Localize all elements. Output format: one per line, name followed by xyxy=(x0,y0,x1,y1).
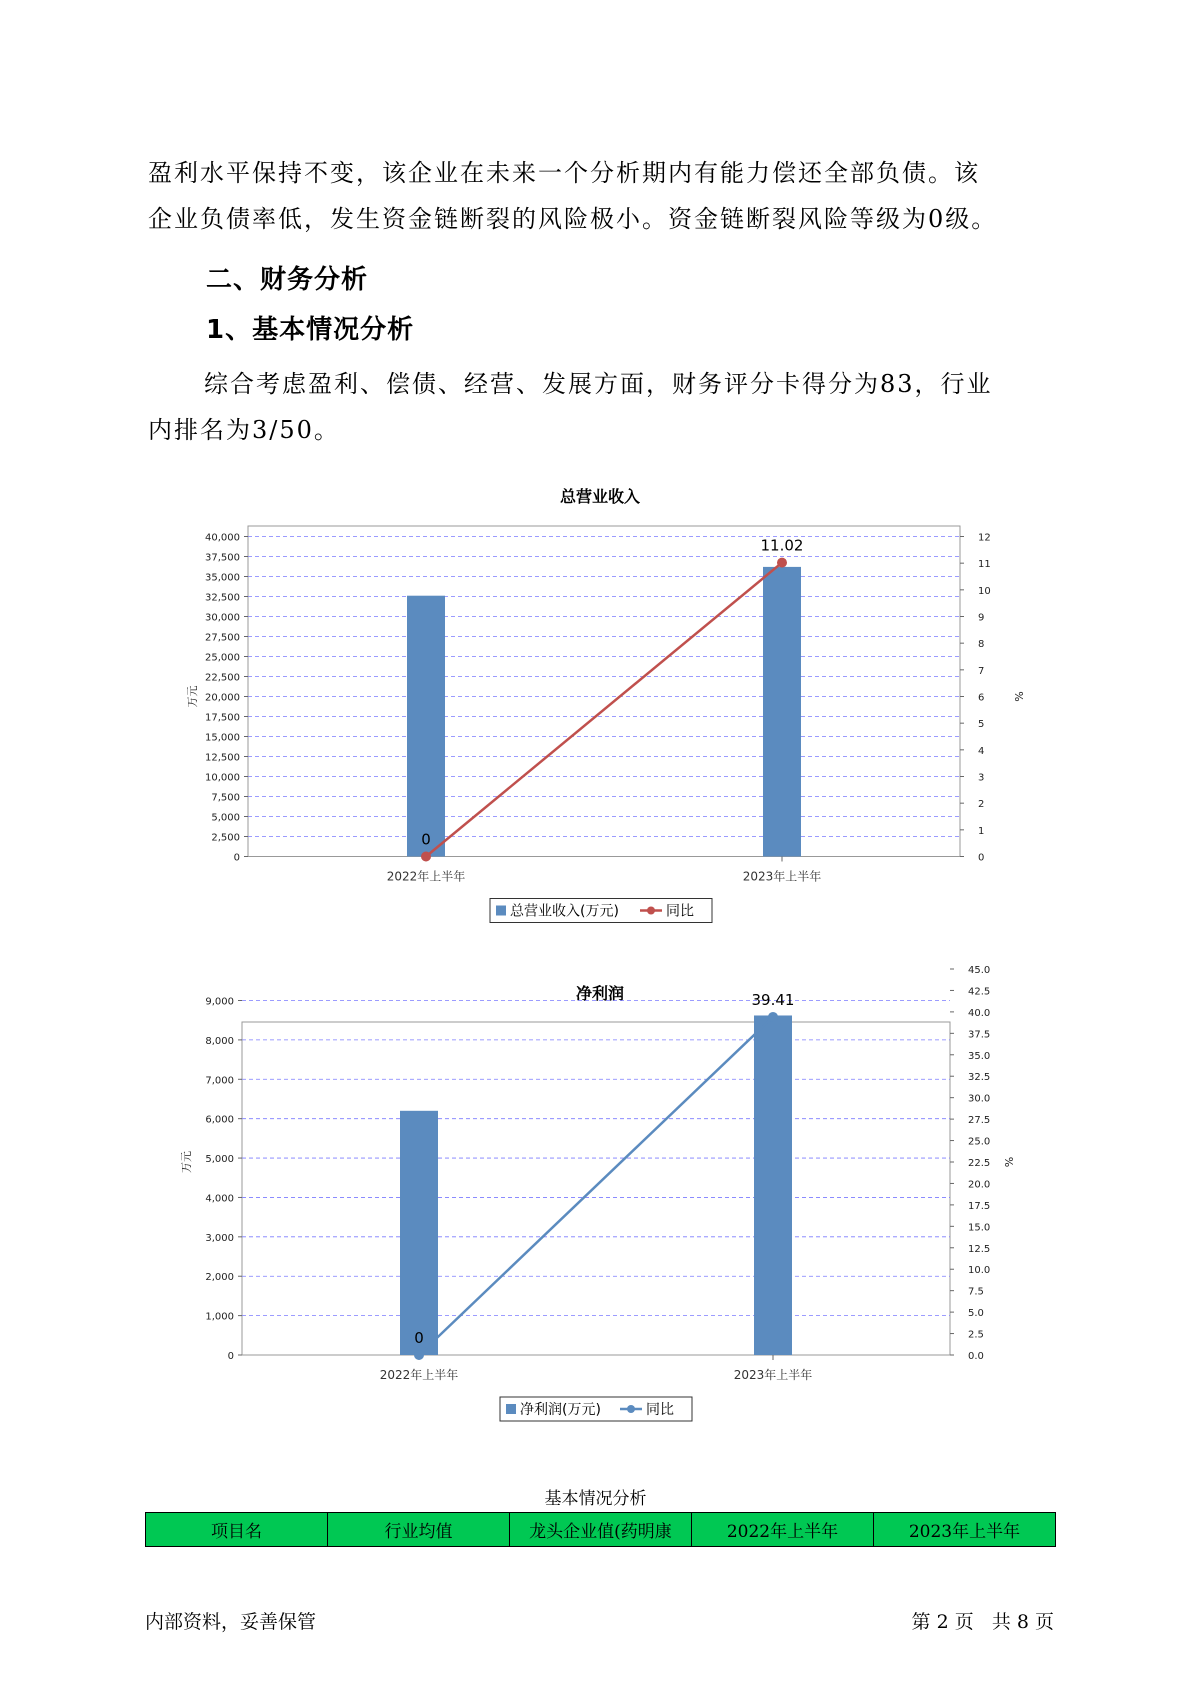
y-tick-label: 32,500 xyxy=(205,592,240,604)
legend-bar-swatch xyxy=(506,1404,516,1414)
y-tick-label: 30,000 xyxy=(205,612,240,624)
summary-line-2: 内排名为3/50。 xyxy=(148,416,340,444)
footer-left: 内部资料，妥善保管 xyxy=(145,1611,317,1633)
yoy-data-label: 11.02 xyxy=(760,536,804,555)
y2-axis-label: % xyxy=(1012,691,1025,702)
chart-title: 净利润 xyxy=(575,984,624,1003)
y2-tick-label: 32.5 xyxy=(968,1072,991,1084)
x-tick-label: 2022年上半年 xyxy=(386,869,466,884)
y2-tick-label: 35.0 xyxy=(968,1050,991,1062)
y2-tick-label: 7 xyxy=(978,665,985,677)
basic-analysis-table xyxy=(145,1512,1056,1547)
yoy-data-label: 0 xyxy=(414,1329,424,1347)
legend-line-label: 同比 xyxy=(666,903,694,920)
x-tick-label: 2022年上半年 xyxy=(379,1368,459,1382)
chart-title: 总营业收入 xyxy=(559,487,640,506)
y2-tick-label: 15.0 xyxy=(968,1222,991,1234)
y-tick-label: 5,000 xyxy=(205,1154,234,1166)
yoy-data-label: 0 xyxy=(421,830,431,849)
y-tick-label: 17,500 xyxy=(205,712,240,724)
yoy-data-label: 39.41 xyxy=(751,990,795,1009)
subsection-heading: 1、基本情况分析 xyxy=(206,315,415,345)
yoy-point xyxy=(777,558,787,568)
y-tick-label: 4,000 xyxy=(205,1193,234,1205)
y-tick-label: 7,000 xyxy=(205,1075,234,1087)
y-tick-label: 3,000 xyxy=(205,1232,234,1244)
summary-line-1: 综合考虑盈利、偿债、经营、发展方面，财务评分卡得分为83，行业 xyxy=(204,370,993,398)
intro-line-1: 盈利水平保持不变，该企业在未来一个分析期内有能力偿还全部负债。该 xyxy=(148,159,980,187)
y2-tick-label: 9 xyxy=(978,612,985,624)
y-tick-label: 22,500 xyxy=(205,672,240,684)
intro-line-2: 企业负债率低，发生资金链断裂的风险极小。资金链断裂风险等级为0级。 xyxy=(148,205,998,233)
y2-tick-label: 7.5 xyxy=(968,1286,984,1298)
y2-tick-label: 5.0 xyxy=(968,1308,984,1320)
legend-bar-swatch xyxy=(496,906,506,916)
y2-tick-label: 30.0 xyxy=(968,1093,991,1105)
y-tick-label: 1,000 xyxy=(205,1311,234,1323)
legend-line-marker xyxy=(627,1405,635,1413)
y2-tick-label: 1 xyxy=(978,825,985,837)
header-leader-value: 龙头企业值(药明康 xyxy=(510,1513,692,1547)
y2-tick-label: 10 xyxy=(978,585,991,597)
y-tick-label: 9,000 xyxy=(205,996,234,1008)
y2-tick-label: 12.5 xyxy=(968,1243,991,1255)
table-header-row xyxy=(146,1513,1056,1547)
x-tick-label: 2023年上半年 xyxy=(733,1368,813,1382)
y-tick-label: 37,500 xyxy=(205,552,240,564)
y2-tick-label: 0.0 xyxy=(968,1351,984,1362)
y-tick-label: 7,500 xyxy=(211,792,240,804)
net-profit-chart xyxy=(170,965,1070,1450)
header-2023h1: 2023年上半年 xyxy=(874,1513,1056,1547)
y2-tick-label: 20.0 xyxy=(968,1179,991,1191)
y-tick-label: 15,000 xyxy=(205,732,240,744)
y2-tick-label: 42.5 xyxy=(968,986,991,998)
y2-tick-label: 3 xyxy=(978,772,985,784)
yoy-point xyxy=(421,852,431,862)
y2-tick-label: 40.0 xyxy=(968,1007,991,1019)
y2-axis-label: % xyxy=(1002,1156,1015,1168)
y-tick-label: 6,000 xyxy=(205,1114,234,1126)
y-tick-label: 25,000 xyxy=(205,652,240,664)
y2-tick-label: 2 xyxy=(978,799,985,811)
y-tick-label: 5,000 xyxy=(211,812,240,824)
y-tick-label: 8,000 xyxy=(205,1035,234,1047)
bar xyxy=(754,1015,792,1355)
plot-frame xyxy=(242,1022,950,1355)
y2-tick-label: 2.5 xyxy=(968,1329,984,1341)
footer-page-number: 第 2 页 共 8 页 xyxy=(911,1611,1054,1633)
bar xyxy=(407,596,445,857)
y-axis-label: 万元 xyxy=(180,1151,193,1173)
y-tick-label: 0 xyxy=(227,1351,234,1362)
section-heading: 二、财务分析 xyxy=(206,265,369,295)
yoy-point xyxy=(768,1012,778,1022)
y-tick-label: 0 xyxy=(233,852,240,864)
y2-tick-label: 12 xyxy=(978,532,991,544)
y2-tick-label: 27.5 xyxy=(968,1115,991,1127)
y-tick-label: 2,500 xyxy=(211,832,240,844)
y2-tick-label: 4 xyxy=(978,745,985,757)
y2-tick-label: 22.5 xyxy=(968,1158,991,1169)
y2-tick-label: 8 xyxy=(978,639,985,651)
bar xyxy=(400,1111,438,1355)
y2-tick-label: 37.5 xyxy=(968,1029,991,1041)
legend-line-marker xyxy=(647,907,655,915)
y2-tick-label: 45.0 xyxy=(968,965,991,976)
y-tick-label: 40,000 xyxy=(205,532,240,544)
y2-tick-label: 6 xyxy=(978,692,985,704)
y-tick-label: 27,500 xyxy=(205,632,240,644)
x-tick-label: 2023年上半年 xyxy=(742,869,822,884)
y-tick-label: 35,000 xyxy=(205,572,240,584)
y-tick-label: 12,500 xyxy=(205,752,240,764)
y-tick-label: 20,000 xyxy=(205,692,240,704)
legend-line-label: 同比 xyxy=(646,1402,674,1418)
header-item-name: 项目名 xyxy=(146,1513,328,1547)
bar xyxy=(763,567,801,857)
y-axis-label: 万元 xyxy=(186,685,199,708)
y2-tick-label: 10.0 xyxy=(968,1265,991,1277)
y2-tick-label: 0 xyxy=(978,852,985,864)
y2-tick-label: 11 xyxy=(978,559,991,571)
legend-bar-label: 总营业收入(万元) xyxy=(510,903,619,920)
y2-tick-label: 25.0 xyxy=(968,1136,991,1148)
y2-tick-label: 17.5 xyxy=(968,1200,991,1212)
revenue-chart xyxy=(170,500,1070,950)
legend-bar-label: 净利润(万元) xyxy=(520,1402,601,1418)
table-caption: 基本情况分析 xyxy=(544,1489,647,1509)
header-industry-avg: 行业均值 xyxy=(328,1513,510,1547)
y-tick-label: 10,000 xyxy=(205,772,240,784)
yoy-point xyxy=(414,1350,424,1360)
header-2022h1: 2022年上半年 xyxy=(692,1513,874,1547)
y-tick-label: 2,000 xyxy=(205,1272,234,1284)
plot-frame xyxy=(248,526,960,857)
y2-tick-label: 5 xyxy=(978,719,985,731)
